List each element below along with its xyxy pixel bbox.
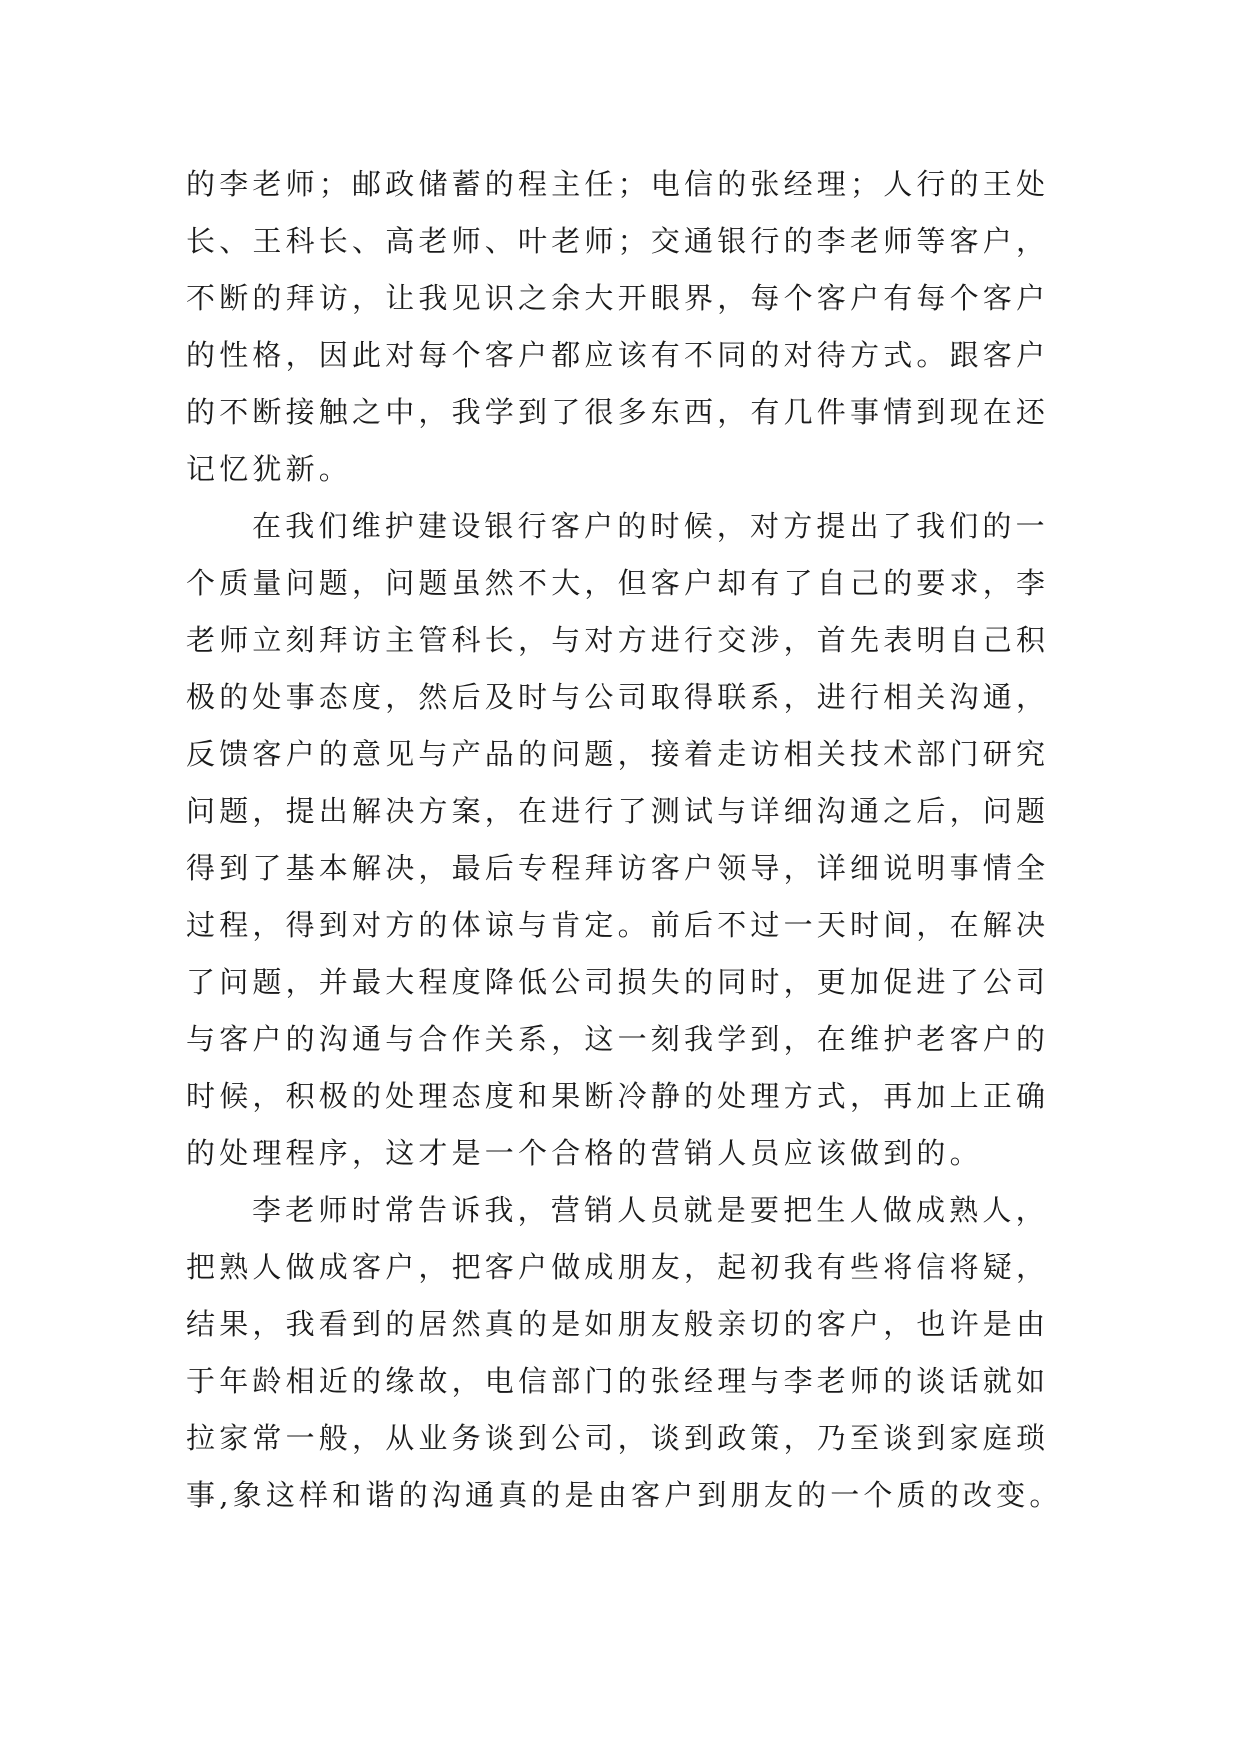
text-line: 事,象这样和谐的沟通真的是由客户到朋友的一个质的改变。	[186, 1478, 1063, 1512]
paragraph	[186, 498, 1066, 1182]
text-line: 的性格，因此对每个客户都应该有不同的对待方式。跟客户	[186, 338, 1050, 372]
text-line: 的处理程序，这才是一个合格的营销人员应该做到的。	[186, 1136, 983, 1170]
text-line: 问题，提出解决方案，在进行了测试与详细沟通之后，问题	[186, 794, 1050, 828]
text-line: 于年龄相近的缘故，电信部门的张经理与李老师的谈话就如	[186, 1364, 1050, 1398]
text-line: 记忆犹新。	[186, 452, 353, 486]
text-line: 在我们维护建设银行客户的时候，对方提出了我们的一	[252, 509, 1049, 543]
text-line: 结果，我看到的居然真的是如朋友般亲切的客户，也许是由	[186, 1307, 1050, 1341]
text-line: 拉家常一般，从业务谈到公司，谈到政策，乃至谈到家庭琐	[186, 1421, 1050, 1455]
text-line: 过程，得到对方的体谅与肯定。前后不过一天时间，在解决	[186, 908, 1050, 942]
text-line: 与客户的沟通与合作关系，这一刻我学到，在维护老客户的	[186, 1022, 1050, 1056]
text-line: 得到了基本解决，最后专程拜访客户领导，详细说明事情全	[186, 851, 1050, 885]
text-line: 老师立刻拜访主管科长，与对方进行交涉，首先表明自己积	[186, 623, 1050, 657]
text-line: 不断的拜访，让我见识之余大开眼界，每个客户有每个客户	[186, 281, 1050, 315]
text-line: 李老师时常告诉我，营销人员就是要把生人做成熟人，	[252, 1193, 1049, 1227]
text-line: 时候，积极的处理态度和果断冷静的处理方式，再加上正确	[186, 1079, 1050, 1113]
body-text	[186, 156, 1066, 1524]
text-line: 反馈客户的意见与产品的问题，接着走访相关技术部门研究	[186, 737, 1050, 771]
text-line: 长、王科长、高老师、叶老师；交通银行的李老师等客户，	[186, 224, 1050, 258]
paragraph	[186, 156, 1066, 498]
text-line: 了问题，并最大程度降低公司损失的同时，更加促进了公司	[186, 965, 1050, 999]
text-line: 个质量问题，问题虽然不大，但客户却有了自己的要求，李	[186, 566, 1050, 600]
text-line: 的不断接触之中，我学到了很多东西，有几件事情到现在还	[186, 395, 1050, 429]
paragraph	[186, 1182, 1066, 1524]
text-line: 的李老师；邮政储蓄的程主任；电信的张经理；人行的王处	[186, 167, 1050, 201]
text-line: 把熟人做成客户，把客户做成朋友，起初我有些将信将疑，	[186, 1250, 1050, 1284]
text-line: 极的处事态度，然后及时与公司取得联系，进行相关沟通，	[186, 680, 1050, 714]
